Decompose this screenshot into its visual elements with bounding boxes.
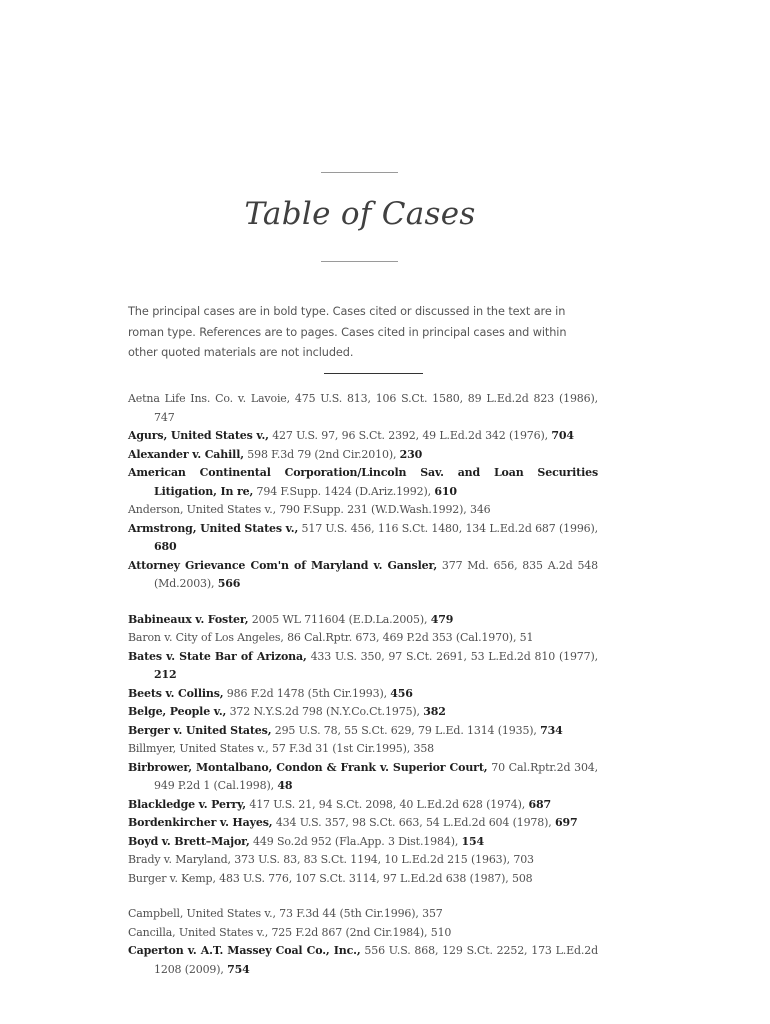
case-entry	[128, 501, 598, 520]
case-entry	[128, 942, 598, 979]
case-name: Agurs, United States v.,	[128, 429, 269, 442]
case-page-ref: 680	[154, 540, 177, 553]
case-page-ref: 456	[390, 686, 413, 700]
case-name: Aetna Life Ins. Co. v. Lavoie,	[128, 392, 291, 405]
case-name: Campbell, United States v.,	[128, 907, 276, 920]
intro-paragraph: The principal cases are in bold type. Cases cited or discussed in the text are in roman type. References are to pages. Cases cited in principal cases and within other quoted materials are not included.	[128, 305, 567, 359]
case-page-ref: 697	[554, 816, 578, 829]
case-name: Alexander v. Cahill,	[128, 447, 244, 461]
case-citation: 427 U.S. 97, 96 S.Ct. 2392, 49 L.Ed.2d 342 (1976),	[268, 429, 552, 442]
case-citation: 449 So.2d 952 (Fla.App. 3 Dist.1984),	[249, 834, 462, 848]
case-page-ref: 610	[434, 484, 457, 498]
case-entry	[128, 905, 598, 924]
case-entry	[128, 629, 598, 648]
case-page-ref: 566	[217, 577, 241, 590]
case-page-ref: 154	[461, 834, 485, 848]
case-citation: 417 U.S. 21, 94 S.Ct. 2098, 40 L.Ed.2d 628 (1974),	[246, 797, 529, 811]
letter-group	[128, 390, 598, 594]
case-entry	[128, 759, 598, 796]
case-name: Brady v. Maryland,	[128, 853, 231, 866]
case-page-ref: 346	[469, 503, 491, 516]
case-name: Baron v. City of Los Angeles,	[128, 631, 284, 644]
case-citation: 556 U.S. 868, 129 S.Ct. 2252, 173 L.Ed.2d 1208 (2009),	[154, 944, 598, 976]
case-page-ref: 754	[227, 962, 250, 976]
case-name: Belge, People v.,	[128, 705, 227, 718]
case-name: Blackledge v. Perry,	[128, 797, 246, 811]
case-name: Burger v. Kemp,	[128, 871, 216, 885]
case-name: Armstrong, United States v.,	[128, 521, 299, 535]
case-citation: 433 U.S. 350, 97 S.Ct. 2691, 53 L.Ed.2d 810 (1977),	[306, 649, 598, 663]
case-page-ref: 48	[277, 779, 293, 792]
case-entry	[128, 722, 598, 741]
case-page-ref: 703	[513, 853, 534, 866]
case-entry	[128, 648, 598, 685]
letter-group	[128, 611, 598, 889]
case-citation: 86 Cal.Rptr. 673, 469 P.2d 353 (Cal.1970),	[283, 631, 520, 644]
case-entry	[128, 685, 598, 704]
case-entry	[128, 924, 598, 943]
case-name: Berger v. United States,	[128, 723, 272, 737]
case-citation: 790 F.Supp. 231 (W.D.Wash.1992),	[275, 503, 470, 516]
title-rule-bottom	[321, 261, 398, 262]
case-citation: 725 F.2d 867 (2nd Cir.1984),	[268, 925, 431, 939]
case-name: Anderson, United States v.,	[128, 503, 276, 516]
case-name: Beets v. Collins,	[128, 686, 224, 700]
case-citation: 295 U.S. 78, 55 S.Ct. 629, 79 L.Ed. 1314 (1935),	[271, 723, 541, 737]
case-name: Boyd v. Brett–Major,	[128, 834, 250, 848]
case-citation: 598 F.3d 79 (2nd Cir.2010),	[243, 447, 400, 461]
case-list	[128, 390, 598, 996]
case-citation: 373 U.S. 83, 83 S.Ct. 1194, 10 L.Ed.2d 215 (1963),	[230, 853, 514, 866]
case-page-ref: 704	[551, 429, 574, 442]
section-divider	[324, 373, 423, 374]
case-citation: 483 U.S. 776, 107 S.Ct. 3114, 97 L.Ed.2d 638 (1987),	[215, 871, 512, 885]
case-citation: 475 U.S. 813, 106 S.Ct. 1580, 89 L.Ed.2d 823 (1986),	[290, 392, 598, 405]
case-name: Caperton v. A.T. Massey Coal Co., Inc.,	[128, 944, 361, 957]
case-citation: 70 Cal.Rptr.2d 304, 949 P.2d 1 (Cal.1998),	[154, 760, 598, 792]
case-citation: 73 F.3d 44 (5th Cir.1996),	[275, 907, 423, 920]
case-entry	[128, 611, 598, 630]
case-entry	[128, 851, 598, 870]
case-page-ref: 212	[154, 668, 177, 681]
case-page-ref: 357	[422, 907, 443, 920]
case-entry	[128, 740, 598, 759]
case-citation: 986 F.2d 1478 (5th Cir.1993),	[223, 686, 391, 700]
case-page-ref: 687	[528, 797, 552, 811]
case-page-ref: 358	[413, 742, 435, 755]
case-page-ref: 747	[154, 410, 175, 424]
case-entry	[128, 557, 598, 594]
case-page-ref: 230	[399, 447, 423, 461]
case-entry	[128, 390, 598, 427]
case-page-ref: 508	[511, 871, 533, 885]
title-rule-top	[321, 172, 398, 173]
case-name: Bates v. State Bar of Arizona,	[128, 649, 307, 663]
case-citation: 517 U.S. 456, 116 S.Ct. 1480, 134 L.Ed.2d 687 (1996),	[298, 521, 599, 535]
letter-group	[128, 905, 598, 979]
case-entry	[128, 464, 598, 501]
case-entry	[128, 814, 598, 833]
case-name: Birbrower, Montalbano, Condon & Frank v. Superior Court,	[128, 760, 488, 774]
case-page-ref: 510	[430, 925, 452, 939]
page-title: Table of Cases	[244, 196, 476, 232]
case-citation: 377 Md. 656, 835 A.2d 548 (Md.2003),	[154, 558, 598, 590]
case-name: American Continental Corporation/Lincoln Sav. and Loan Securities Litigation, In re,	[128, 466, 598, 498]
case-entry	[128, 427, 598, 446]
case-page-ref: 479	[430, 612, 454, 626]
case-entry	[128, 796, 598, 815]
case-page-ref: 734	[540, 723, 563, 737]
case-citation: 57 F.3d 31 (1st Cir.1995),	[268, 742, 414, 755]
case-entry	[128, 870, 598, 889]
case-citation: 794 F.Supp. 1424 (D.Ariz.1992),	[253, 484, 435, 498]
case-name: Attorney Grievance Com'n of Maryland v. Gansler,	[128, 558, 438, 572]
case-page-ref: 51	[519, 631, 534, 644]
case-name: Billmyer, United States v.,	[128, 742, 269, 755]
case-name: Cancilla, United States v.,	[128, 925, 269, 939]
case-entry	[128, 446, 598, 465]
case-entry	[128, 520, 598, 557]
case-citation: 372 N.Y.S.2d 798 (N.Y.Co.Ct.1975),	[226, 705, 424, 718]
case-page-ref: 382	[423, 705, 446, 718]
case-citation: 434 U.S. 357, 98 S.Ct. 663, 54 L.Ed.2d 604 (1978),	[272, 816, 555, 829]
case-name: Babineaux v. Foster,	[128, 612, 249, 626]
case-entry	[128, 703, 598, 722]
case-entry	[128, 833, 598, 852]
case-citation: 2005 WL 711604 (E.D.La.2005),	[248, 612, 431, 626]
case-name: Bordenkircher v. Hayes,	[128, 816, 273, 829]
